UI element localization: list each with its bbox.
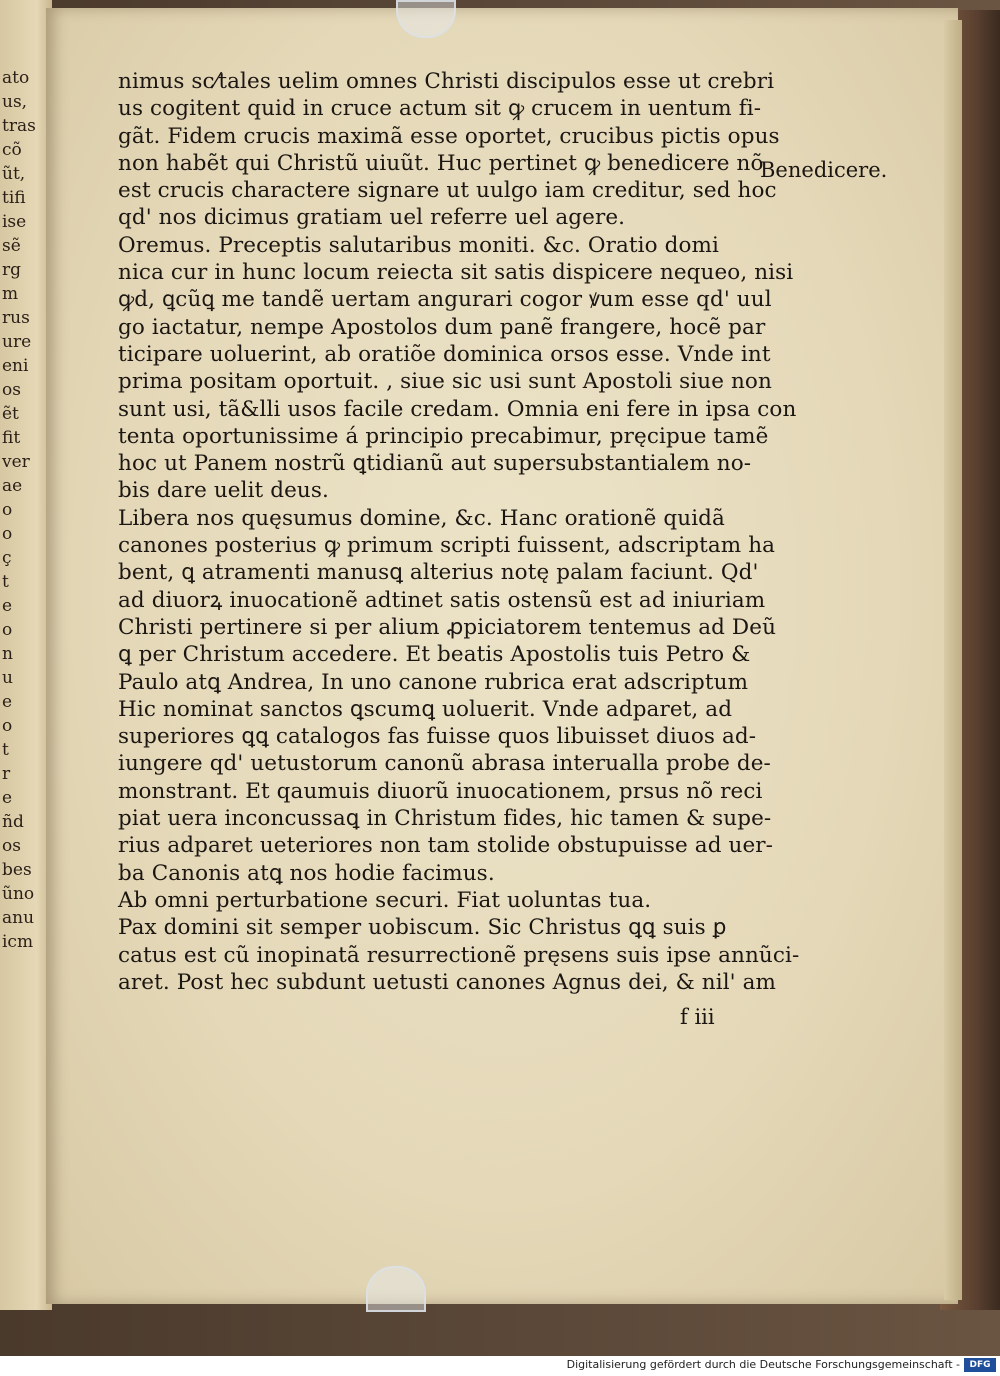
text-line: ba Canonis atꝗ nos hodie facimus. bbox=[118, 860, 495, 886]
left-page-fragment: r bbox=[2, 764, 11, 784]
text-line: canones posterius ꝙ primum scripti fuissent, adscriptam ha bbox=[118, 533, 776, 559]
left-page-fragment: t bbox=[2, 740, 9, 760]
left-page-fragment: rg bbox=[2, 260, 22, 280]
signature-mark: f iii bbox=[680, 1005, 715, 1029]
text-line: hoc ut Panem nostrũ ꝗtidianũ aut supersubstantialem no- bbox=[118, 451, 752, 477]
left-page-fragment: eni bbox=[2, 356, 29, 376]
left-page-fragment: ise bbox=[2, 212, 27, 232]
left-page-fragment: ato bbox=[2, 68, 30, 88]
left-page-fragment: icm bbox=[2, 932, 34, 952]
left-page-fragment: o bbox=[2, 500, 13, 520]
footer-bar bbox=[0, 1356, 1000, 1376]
text-line: Paulo atꝗ Andrea, In uno canone rubrica erat adscriptum bbox=[118, 669, 749, 695]
left-page-fragment: ae bbox=[2, 476, 23, 496]
text-line: iungere qd' uetustorum canonũ abrasa interualla probe de- bbox=[118, 751, 771, 777]
left-page-fragment: e bbox=[2, 788, 13, 808]
left-page-fragment: ç bbox=[2, 548, 12, 568]
text-line: bis dare uelit deus. bbox=[118, 478, 329, 504]
left-page-fragment: o bbox=[2, 716, 13, 736]
left-page-fragment: t bbox=[2, 572, 9, 592]
left-page-fragment: ũt, bbox=[2, 164, 26, 184]
text-line: Hic nominat sanctos ꝗscumꝗ uoluerit. Vnde adparet, ad bbox=[118, 696, 733, 722]
left-page-fragment: anu bbox=[2, 908, 35, 928]
text-line: bent, ꝗ atramenti manusꝗ alterius notę palam faciunt. Qd' bbox=[118, 560, 759, 586]
left-page-fragment: e bbox=[2, 692, 13, 712]
left-page-fragment: o bbox=[2, 524, 13, 544]
left-page-fragment: e bbox=[2, 596, 13, 616]
text-line: go iactatur, nempe Apostolos dum panẽ frangere, hocẽ par bbox=[118, 314, 766, 340]
text-line: piat uera inconcussaꝗ in Christum fides, hic tamen & supe- bbox=[118, 806, 772, 832]
main-text-block bbox=[118, 68, 800, 996]
left-page-fragment: o bbox=[2, 620, 13, 640]
text-line: Oremus. Preceptis salutaribus moniti. &c. Oratio domi bbox=[118, 232, 719, 258]
left-page-fragment: ver bbox=[2, 452, 30, 472]
left-page-fragment: os bbox=[2, 836, 21, 856]
page-clip-bottom bbox=[366, 1266, 426, 1312]
left-page-fragment: bes bbox=[2, 860, 32, 880]
left-page-fragment: fit bbox=[2, 428, 21, 448]
text-line: Libera nos quęsumus domine, &c. Hanc orationẽ quidã bbox=[118, 505, 725, 531]
left-page-fragment: sẽ bbox=[2, 236, 21, 256]
text-line: superiores ꝗꝗ catalogos fas fuisse quos libuisset diuos ad- bbox=[118, 724, 757, 750]
marginal-note: Benedicere. bbox=[760, 158, 888, 182]
text-line: ꝙd, ꝗcũꝗ me tandẽ uertam angurari cogor ꝟum esse qd' uul bbox=[118, 287, 772, 313]
text-line: ad diuorꝝ inuocationẽ adtinet satis ostensũ est ad iniuriam bbox=[118, 587, 766, 613]
text-line: catus est cũ inopinatã resurrectionẽ pręsens suis ipse annũci- bbox=[118, 942, 800, 968]
dfg-logo: DFG bbox=[964, 1358, 996, 1372]
text-line: nica cur in hunc locum reiecta sit satis dispicere nequeo, nisi bbox=[118, 260, 794, 286]
text-line: ꝗ per Christum accedere. Et beatis Apostolis tuis Petro & bbox=[118, 642, 751, 668]
text-line: tenta oportunissime á principio precabimur, pręcipue tamẽ bbox=[118, 423, 769, 449]
text-line: gãt. Fidem crucis maximã esse oportet, crucibus pictis opus bbox=[118, 123, 780, 149]
left-page-fragment: cõ bbox=[2, 140, 22, 160]
left-page-fragment: rus bbox=[2, 308, 30, 328]
text-line: us cogitent quid in cruce actum sit ꝙ crucem in uentum fi- bbox=[118, 96, 762, 122]
left-page-fragment: m bbox=[2, 284, 19, 304]
text-line: qd' nos dicimus gratiam uel referre uel agere. bbox=[118, 205, 626, 231]
page-stack-edge bbox=[944, 20, 962, 1300]
left-page-fragment: tifi bbox=[2, 188, 26, 208]
left-page-fragment: n bbox=[2, 644, 13, 664]
text-line: Pax domini sit semper uobiscum. Sic Christus ꝗꝗ suis ꝑ bbox=[118, 915, 727, 941]
text-line: nimus sc⁄tales uelim omnes Christi discipulos esse ut crebri bbox=[118, 69, 775, 94]
left-page-fragment: ũno bbox=[2, 884, 35, 904]
left-page-fragment: os bbox=[2, 380, 21, 400]
left-page-fragment: ñd bbox=[2, 812, 24, 832]
text-line: rius adparet ueteriores non tam stolide obstupuisse ad uer- bbox=[118, 833, 774, 859]
left-page-margin bbox=[0, 0, 52, 1310]
left-page-fragment: u bbox=[2, 668, 13, 688]
text-line: ticipare uoluerint, ab oratiõe dominica orsos esse. Vnde int bbox=[118, 341, 771, 367]
text-line: est crucis charactere signare ut uulgo iam creditur, sed hoc bbox=[118, 178, 777, 204]
left-page-fragment: us, bbox=[2, 92, 28, 112]
text-line: aret. Post hec subdunt uetusti canones Agnus dei, & nil' am bbox=[118, 969, 777, 995]
left-page-fragment: ure bbox=[2, 332, 32, 352]
left-page-fragment: ẽt bbox=[2, 404, 19, 424]
text-line: Ab omni perturbatione securi. Fiat uoluntas tua. bbox=[118, 887, 652, 913]
left-page-fragment: tras bbox=[2, 116, 36, 136]
text-line: monstrant. Et qaumuis diuorũ inuocationem, prsus nõ reci bbox=[118, 778, 763, 804]
text-line: non habẽt qui Christũ uiuũt. Huc pertinet ꝙ benedicere nõ bbox=[118, 150, 764, 176]
footer-credit: Digitalisierung gefördert durch die Deutsche Forschungsgemeinschaft - bbox=[566, 1358, 960, 1371]
text-line: sunt usi, tã&lli usos facile credam. Omnia eni fere in ipsa con bbox=[118, 396, 797, 422]
text-line: Christi pertinere si per alium ꝓpiciatorem tentemus ad Deũ bbox=[118, 614, 777, 640]
text-line: prima positam oportuit. , siue sic usi sunt Apostoli siue non bbox=[118, 369, 772, 395]
